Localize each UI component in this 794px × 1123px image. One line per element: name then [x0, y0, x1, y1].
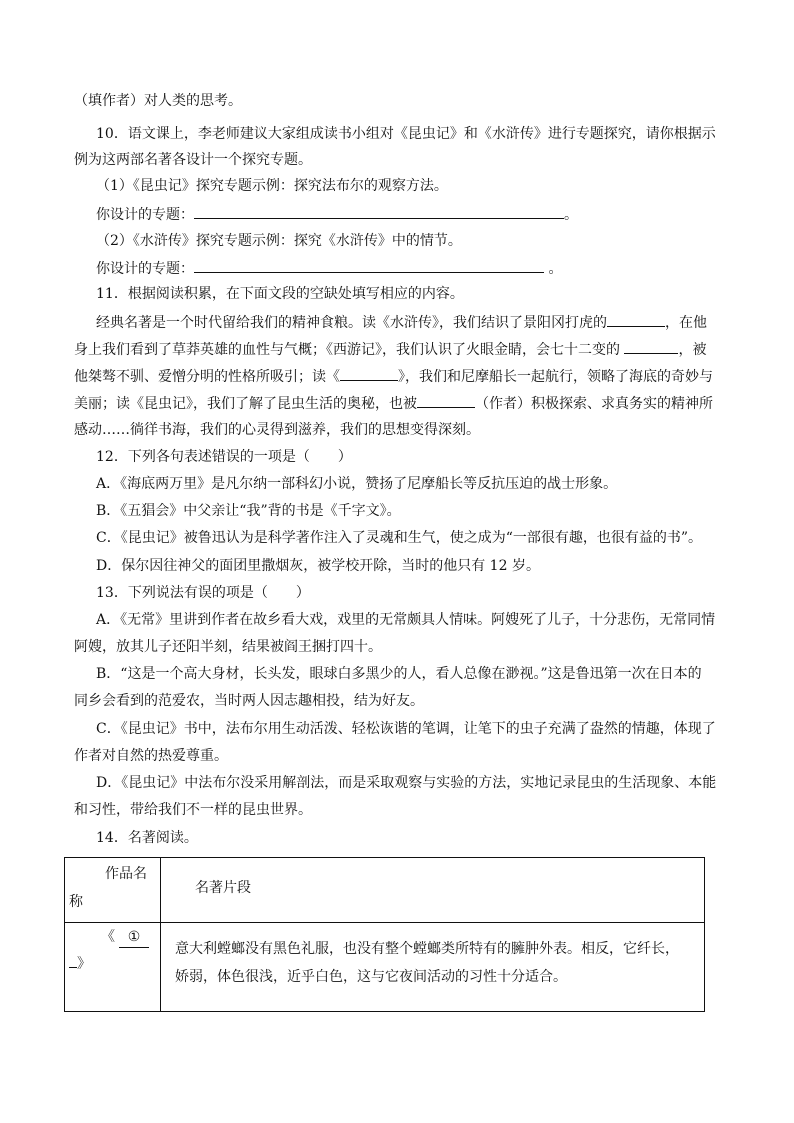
question-13-option-a-cont: 阿嫂，放其儿子还阳半刻，结果被阎王捆打四十。	[74, 639, 382, 655]
question-11-passage-line1	[96, 312, 707, 333]
question-11-passage-line4	[74, 393, 713, 414]
question-12-option-b[interactable]: B．《五猖会》中父亲让“我”背的书是《千字文》。	[96, 503, 401, 519]
passage-text: 身上我们看到了草莽英雄的血性与气概；《西游记》，我们认识了火眼金睛，会七十二变的	[74, 342, 625, 358]
answer-prompt: 你设计的专题：	[96, 207, 194, 223]
question-10-part1-answer-line	[96, 204, 578, 225]
works-table	[64, 857, 705, 1012]
table-row	[65, 923, 705, 1012]
question-10-part2-answer-line	[96, 258, 562, 279]
question-13-option-d[interactable]: D．《昆虫记》中法布尔没采用解剖法，而是采取观察与实验的方法，实地记录昆虫的生活现象、本能	[96, 775, 717, 791]
book-close-bracket-line	[69, 953, 91, 974]
question-10-stem-cont: 例为这两部名著各设计一个探究专题。	[74, 152, 312, 168]
passage-text: （作者）积极探索、求真务实的精神所	[475, 396, 713, 412]
passage-text: 》，我们和尼摩船长一起航行，领略了海底的奇妙与	[398, 369, 713, 385]
question-13-option-c[interactable]: C．《昆虫记》书中，法布尔用生动活泼、轻松诙谐的笔调，让笔下的虫子充满了盎然的情趣，体现了	[96, 721, 716, 737]
question-11-passage-line5: 感动……徜徉书海，我们的心灵得到滋养，我们的思想变得深刻。	[74, 422, 480, 438]
line-author-thinking: （填作者）对人类的思考。	[74, 93, 242, 109]
question-12-option-a[interactable]: A．《海底两万里》是凡尔纳一部科幻小说，赞扬了尼摩船长等反抗压迫的战士形象。	[96, 476, 618, 492]
passage-text: 他桀骜不驯、爱憎分明的性格所吸引；读《	[74, 369, 340, 385]
period: 。	[564, 207, 578, 223]
period: 。	[544, 261, 563, 277]
question-13-option-b-cont: 同乡会看到的范爱农，当时两人因志趣相投，结为好友。	[74, 693, 424, 709]
book-close-bracket: 》	[77, 956, 91, 972]
question-11-passage-line3	[74, 366, 713, 387]
excerpt-line1: 意大利螳螂没有黑色礼服，也没有整个螳螂类所特有的臃肿外表。相反，它纤长，	[175, 941, 679, 957]
header-title-part1: 作品名	[105, 866, 147, 882]
answer-blank[interactable]	[194, 204, 564, 219]
question-13-stem: 13．下列说法有误的项是（ ）	[96, 585, 310, 601]
question-13-option-d-cont: 和习性，带给我们不一样的昆虫世界。	[74, 802, 312, 818]
row1-excerpt-cell	[161, 923, 705, 1012]
question-10-part1-example: （1）《昆虫记》探究专题示例：探究法布尔的观察方法。	[96, 178, 448, 194]
header-title-part2: 称	[69, 894, 83, 910]
underline-tail	[69, 953, 77, 968]
question-11-stem: 11．根据阅读积累，在下面文段的空缺处填写相应的内容。	[96, 286, 464, 302]
answer-blank[interactable]	[194, 258, 544, 273]
question-10-stem: 10．语文课上，李老师建议大家组成读书小组对《昆虫记》和《水浒传》进行专题探究，请你根据示	[96, 126, 716, 142]
blank-hero-name[interactable]	[607, 312, 665, 327]
question-13-option-b[interactable]: B．“这是一个高大身材，长头发，眼球白多黑少的人，看人总像在渺视。”这是鲁迅第一次在日本的	[96, 666, 702, 682]
question-13-option-a[interactable]: A．《无常》里讲到作者在故乡看大戏，戏里的无常颇具人情味。阿嫂死了儿子，十分悲伤，无常同情	[96, 612, 716, 628]
book-open-bracket: 《	[101, 929, 115, 945]
passage-text: 美丽；读《昆虫记》，我们了解了昆虫生活的奥秘，也被	[74, 396, 417, 412]
question-11-passage-line2	[74, 339, 706, 360]
question-12-stem: 12．下列各句表述错误的一项是（ ）	[96, 449, 352, 465]
passage-text: ，在他	[665, 315, 707, 331]
question-10-part2-example: （2）《水浒传》探究专题示例：探究《水浒传》中的情节。	[96, 233, 462, 249]
blank-monkey-king[interactable]	[624, 339, 678, 354]
answer-prompt: 你设计的专题：	[96, 261, 194, 277]
passage-text: 经典名著是一个时代留给我们的精神食粮。读《水浒传》，我们结识了景阳冈打虎的	[96, 315, 607, 331]
header-excerpt: 名著片段	[195, 880, 251, 896]
table-header-row	[65, 858, 705, 923]
excerpt-line2: 娇弱，体色很浅，近乎白色，这与它夜间活动的习性十分适合。	[175, 969, 567, 985]
question-14-stem: 14．名著阅读。	[96, 830, 198, 846]
header-cell-excerpt	[161, 858, 705, 923]
blank-author[interactable]	[417, 393, 475, 408]
row1-title-cell	[65, 923, 161, 1012]
question-13-option-c-cont: 作者对自然的热爱尊重。	[74, 748, 228, 764]
header-cell-title	[65, 858, 161, 923]
blank-book-number[interactable]: ①	[119, 927, 149, 948]
passage-text: ，被	[678, 342, 707, 358]
question-12-option-c[interactable]: C．《昆虫记》被鲁迅认为是科学著作注入了灵魂和生气，使之成为“一部很有趣，也很有益的书”。	[96, 530, 703, 546]
question-12-option-d[interactable]: D．保尔因往神父的面团里撒烟灰，被学校开除，当时的他只有 12 岁。	[96, 558, 540, 574]
blank-book-title[interactable]	[340, 366, 398, 381]
